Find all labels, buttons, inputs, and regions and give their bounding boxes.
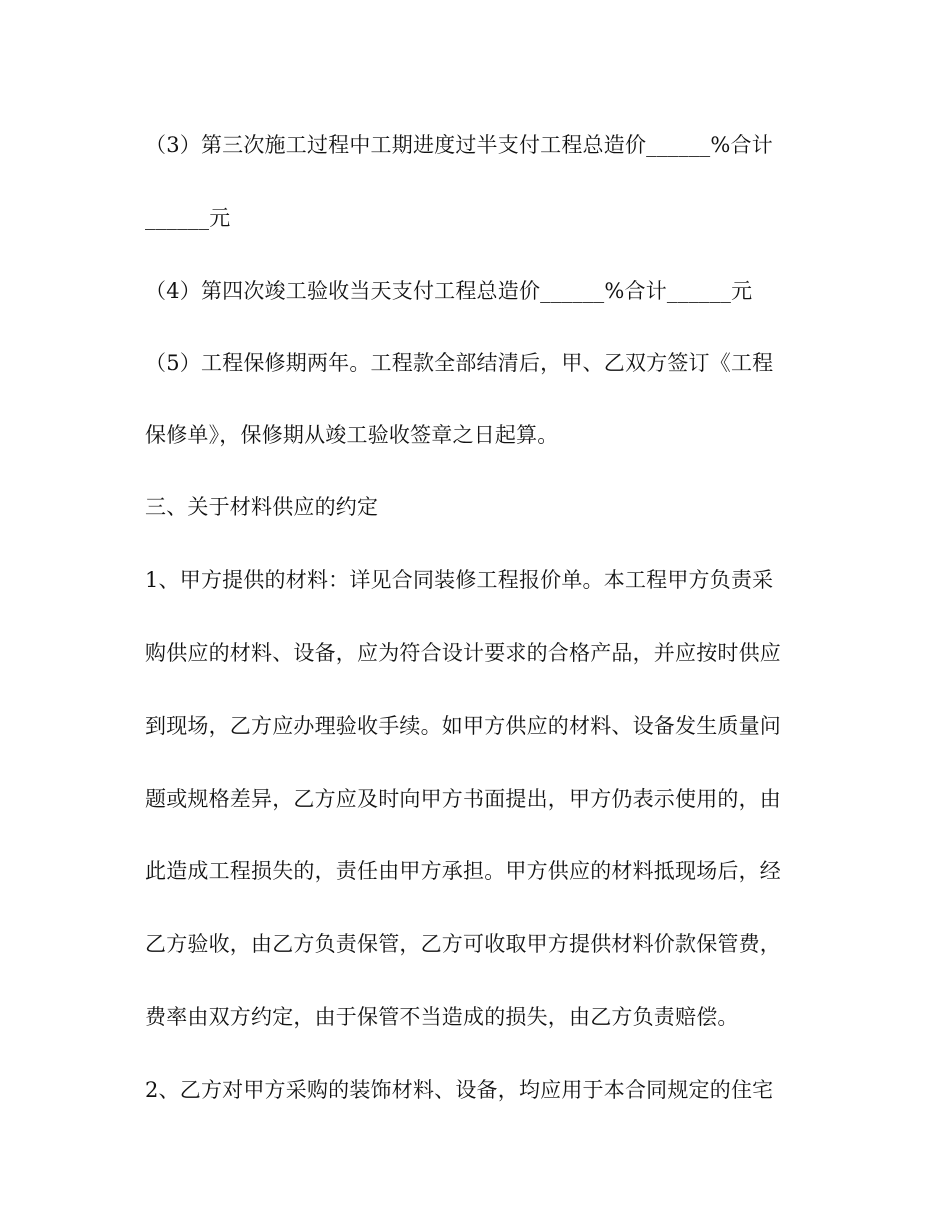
item-2-line-1: 2、乙方对甲方采购的装饰材料、设备，均应用于本合同规定的住宅 (145, 1078, 774, 1102)
item-1-line-4: 题或规格差异，乙方应及时向甲方书面提出，甲方仍表示使用的，由 (145, 787, 781, 811)
clause-5-line-1: （5）工程保修期两年。工程款全部结清后，甲、乙双方签订《工程 (145, 351, 774, 375)
clause-3-line-1: （3）第三次施工过程中工期进度过半支付工程总造价______%合计 (145, 133, 773, 157)
item-1-line-6: 乙方验收，由乙方负责保管，乙方可收取甲方提供材料价款保管费， (145, 932, 781, 956)
clause-5-line-2: 保修单》，保修期从竣工验收签章之日起算。 (145, 423, 559, 447)
item-1-line-5: 此造成工程损失的，责任由甲方承担。甲方供应的材料抵现场后，经 (145, 859, 781, 883)
item-1-line-2: 购供应的材料、设备，应为符合设计要求的合格产品，并应按时供应 (145, 641, 781, 665)
item-1-line-3: 到现场，乙方应办理验收手续。如甲方供应的材料、设备发生质量问 (145, 714, 781, 738)
item-1-line-7: 费率由双方约定，由于保管不当造成的损失，由乙方负责赔偿。 (145, 1005, 739, 1029)
section-heading-materials: 三、关于材料供应的约定 (145, 495, 379, 519)
clause-3-line-2: ______元 (145, 206, 231, 230)
item-1-line-1: 1、甲方提供的材料：详见合同装修工程报价单。本工程甲方负责采 (145, 568, 774, 592)
clause-4-line: （4）第四次竣工验收当天支付工程总造价______%合计______元 (145, 279, 753, 303)
